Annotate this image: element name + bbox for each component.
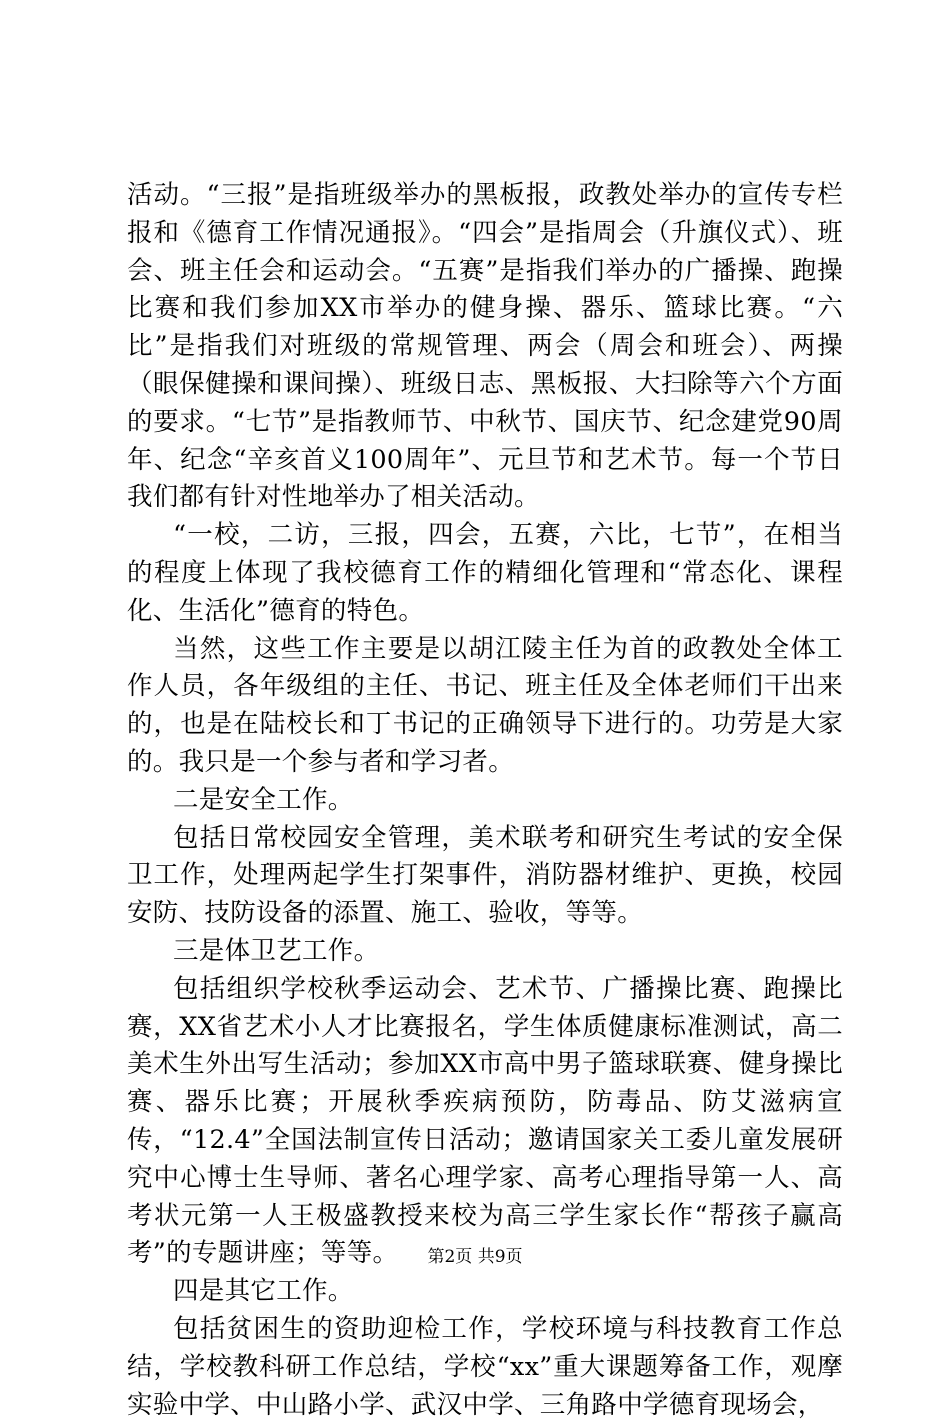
- section-heading-safety: 二是安全工作。: [173, 784, 354, 815]
- paragraph-other: 包括贫困生的资助迎检工作，学校环境与科技教育工作总结，学校教科研工作总结，学校“xx”重大课题筹备工作，观摩实验中学、中山路小学、武汉中学、三角路中学德育现场会，: [127, 1313, 843, 1420]
- section-heading-sports-health-arts: 三是体卫艺工作。: [173, 935, 380, 966]
- paragraph-safety: 包括日常校园安全管理，美术联考和研究生考试的安全保卫工作，处理两起学生打架事件，消防器材维护、更换，校园安防、技防设备的添置、施工、验收，等等。: [127, 822, 843, 929]
- paragraph-2: “一校，二访，三报，四会，五赛，六比，七节”，在相当的程度上体现了我校德育工作的精细化管理和“常态化、课程化、生活化”德育的特色。: [127, 520, 843, 626]
- page-footer: [0, 1246, 950, 1268]
- paragraph-sports-health-arts: 包括组织学校秋季运动会、艺术节、广播操比赛、跑操比赛，XX省艺术小人才比赛报名，学生体质健康标准测试，高二美术生外出写生活动；参加XX市高中男子篮球联赛、健身操比赛、器乐比赛；开展秋季疾病预防，防毒品、防艾滋病宣传，“12.4”全国法制宣传日活动；邀请国家关工委儿童发展研究中心博士生导师、著名心理学家、高考心理指导第一人、高考状元第一人王极盛教授来校为高三学生家长作“帮孩子赢高考”的专题讲座；等等。: [127, 973, 843, 1269]
- paragraph-3: 当然，这些工作主要是以胡江陵主任为首的政教处全体工作人员，各年级组的主任、书记、班主任及全体老师们干出来的，也是在陆校长和丁书记的正确领导下进行的。功劳是大家的。我只是一个参与者和学习者。: [127, 633, 843, 777]
- paragraph-1: 活动。“三报”是指班级举办的黑板报，政教处举办的宣传专栏报和《德育工作情况通报》。“四会”是指周会（升旗仪式）、班会、班主任会和运动会。“五赛”是指我们举办的广播操、跑操比赛和我们参加XX市举办的健身操、器乐、篮球比赛。“六比”是指我们对班级的常规管理、两会（周会和班会）、两操（眼保健操和课间操）、班级日志、黑板报、大扫除等六个方面的要求。“七节”是指教师节、中秋节、国庆节、纪念建党90周年、纪念“辛亥首义100周年”、元旦节和艺术节。每一个节日我们都有针对性地举办了相关活动。: [127, 180, 843, 513]
- section-heading-other: 四是其它工作。: [173, 1276, 354, 1307]
- document-body: [127, 177, 843, 1424]
- page-number-label: 第2页 共9页: [427, 1247, 523, 1267]
